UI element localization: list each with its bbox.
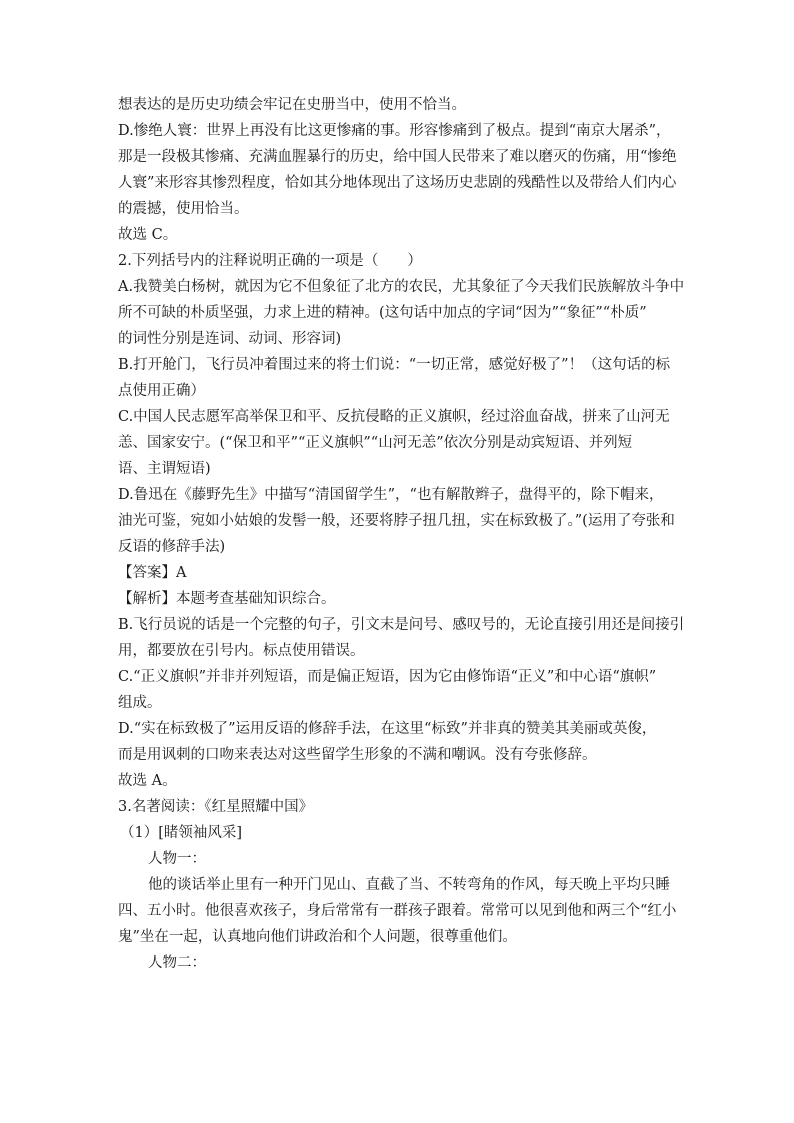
text-line: 而是用讽刺的口吻来表达对这些留学生形象的不满和嘲讽。没有夸张修辞。 [118,747,597,763]
option-d-line: D.惨绝人寰：世界上再没有比这更惨痛的事。形容惨痛到了极点。提到“南京大屠杀”， [118,123,671,139]
text-line: 点使用正确） [118,383,205,399]
text-line: 的震撼，使用恰当。 [118,201,249,217]
answer-line: 【答案】A [118,565,187,581]
text-line: 反语的修辞手法) [118,539,226,555]
text-line: 鬼”坐在一起，认真地向他们讲政治和个人问题，很尊重他们。 [118,929,517,945]
choice-line: 故选 A。 [118,773,177,789]
text-line: 所不可缺的朴质坚强，力求上进的精神。(这句话中加点的字词“因为”“象征”“朴质” [118,305,647,321]
analysis-line: 【解析】本题考查基础知识综合。 [118,591,336,607]
text-line: 他的谈话举止里有一种开门见山、直截了当、不转弯角的作风，每天晚上平均只睡 [148,877,670,893]
option-c-line: C.中国人民志愿军高举保卫和平、反抗侵略的正义旗帜，经过浴血奋战，拼来了山河无 [118,409,670,425]
person-one-label: 人物一： [148,851,206,867]
text-line: 用，都要放在引号内。标点使用错误。 [118,643,365,659]
option-a-line: A.我赞美白杨树，就因为它不但象征了北方的农民，尤其象征了今天我们民族解放斗争中 [118,279,685,295]
choice-line: 故选 C。 [118,227,178,243]
question-3-title: 3.名著阅读：《红星照耀中国》 [118,799,314,815]
text-line: 四、五小时。他很喜欢孩子，身后常常有一群孩子跟着。常常可以见到他和两三个“红小 [118,903,677,919]
text-line: 油光可鉴，宛如小姑娘的发髻一般，还要将脖子扭几扭，实在标致极了。”(运用了夸张和 [118,513,675,529]
text-line: 人寰”来形容其惨烈程度，恰如其分地体现出了这场历史悲剧的残酷性以及带给人们内心 [118,175,677,191]
text-line: 恙、国家安宁。(“保卫和平”“正义旗帜”“山河无恙”依次分别是动宾短语、并列短 [118,435,633,451]
text-line: B.飞行员说的话是一个完整的句子，引文末是问号、感叹号的，无论直接引用还是间接引 [118,617,685,633]
text-line: 组成。 [118,695,162,711]
text-line: D.“实在标致极了”运用反语的修辞手法，在这里“标致”并非真的赞美其美丽或英俊， [118,721,657,737]
option-d-line: D.鲁迅在《藤野先生》中描写“清国留学生”，“也有解散辫子，盘得平的，除下帽来， [118,487,664,503]
question-2-title: 2.下列括号内的注释说明正确的一项是（ ） [118,253,422,269]
text-line: 语、主谓短语) [118,461,211,477]
text-line: 想表达的是历史功绩会牢记在史册当中，使用不恰当。 [118,97,466,113]
subquestion-title: （1）[睹领袖风采] [120,825,243,841]
option-b-line: B.打开舱门，飞行员冲着围过来的将士们说：“一切正常，感觉好极了”！（这句话的标 [118,357,671,373]
document-body [118,92,690,976]
text-line: 那是一段极其惨痛、充满血腥暴行的历史，给中国人民带来了难以磨灭的伤痛，用“惨绝 [118,149,677,165]
text-line: C.“正义旗帜”并非并列短语，而是偏正短语，因为它由修饰语“正义”和中心语“旗帜” [118,669,657,685]
text-line: 的词性分别是连词、动词、形容词) [118,331,342,347]
person-two-label: 人物二： [148,955,206,971]
